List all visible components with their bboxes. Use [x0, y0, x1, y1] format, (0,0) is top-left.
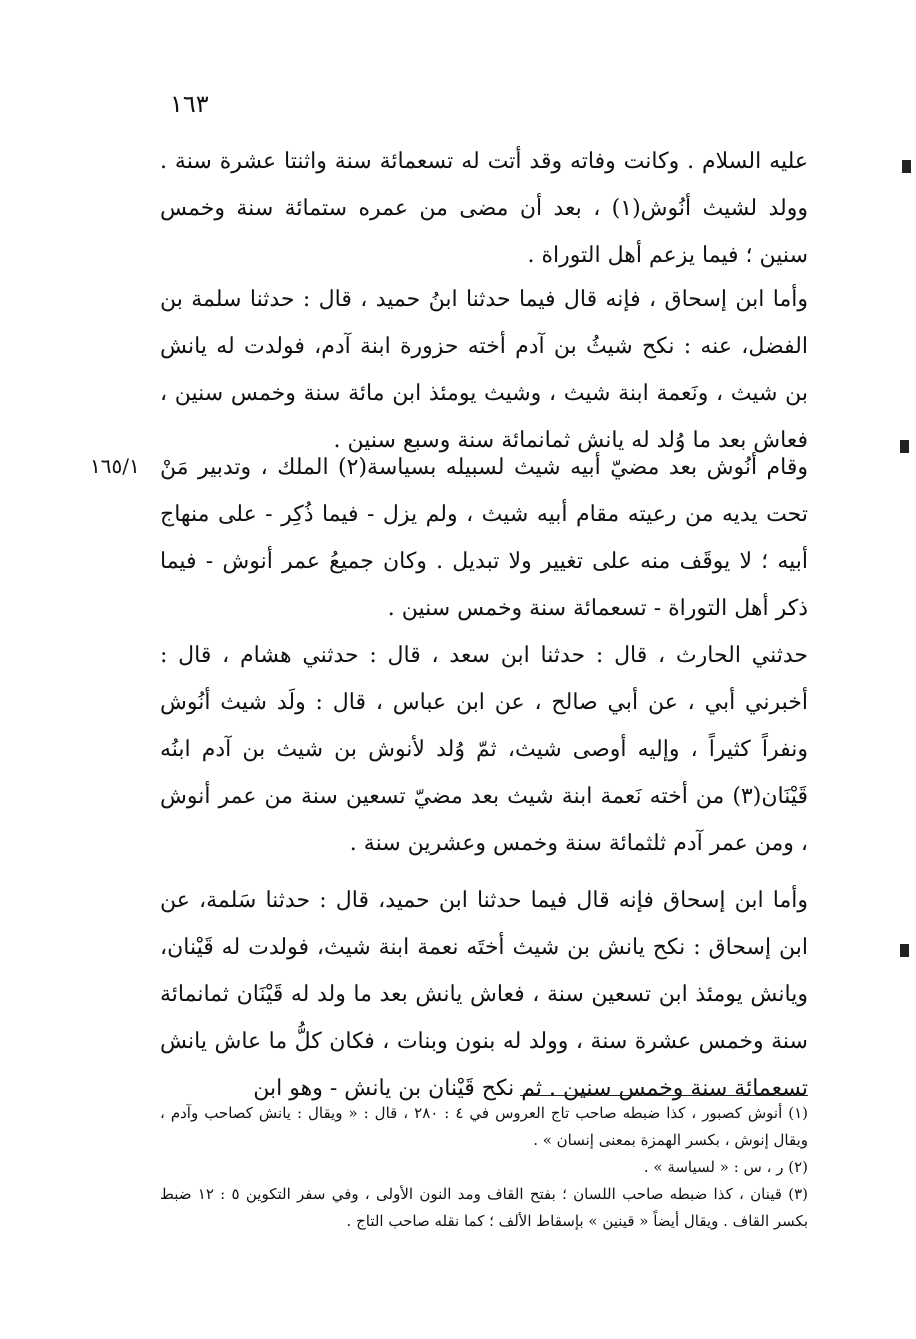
edge-marker — [900, 944, 909, 957]
paragraph-5 — [160, 877, 808, 1112]
paragraph-text: عليه السلام . وكانت وفاته وقد أتت له تسعمائة سنة واثنتا عشرة سنة . وولد لشيث أنُوش(١) ، بعد أن مضى من عمره ستمائة سنة وخمس سنين ؛ فيما يزعم أهل التوراة . — [160, 149, 808, 268]
paragraph-text: وأما ابن إسحاق فإنه قال فيما حدثنا ابن حميد، قال : حدثنا سَلمة، عن ابن إسحاق : نكح يانش بن شيث أختَه نعمة ابنة شيث، فولدت له قَيْنان، ويانش يومئذ ابن تسعين سنة ، فعاش يانش بعد ما ولد له قَيْنَان ثمانمائة سنة وخمس عشرة سنة ، وولد له بنون وبنات ، فكان كلُّ ما عاش يانش تسعمائة سنة وخمس سنين . ثم نكح قَيْنان بن يانش - وهو ابن — [160, 888, 808, 1101]
footnote-2: (٢) ر ، س : « لسياسة » . — [643, 1158, 808, 1176]
edge-marker — [902, 160, 911, 173]
paragraph-3 — [160, 444, 808, 632]
edge-marker — [900, 440, 909, 453]
paragraph-1 — [160, 138, 808, 279]
paragraph-2 — [160, 276, 808, 464]
paragraph-text: وقام أنُوش بعد مضيّ أبيه شيث لسبيله بسياسة(٢) الملك ، وتدبير مَنْ تحت يديه من رعيته مقام أبيه شيث ، ولم يزل - فيما ذُكِر - على منهاج أبيه ؛ لا يوقَف منه على تغيير ولا تبديل . وكان جميعُ عمر أنوش - فيما ذكر أهل التوراة - تسعمائة سنة وخمس سنين . — [160, 455, 808, 621]
paragraph-text: حدثني الحارث ، قال : حدثنا ابن سعد ، قال : حدثني هشام ، قال : أخبرني أبي ، عن أبي صالح ، عن ابن عباس ، قال : ولَد شيث أنُوش ونفراً كثيراً ، وإليه أوصى شيث، ثمّ وُلد لأنوش بن شيث بن آدم ابنُه قَيْنَان(٣) من أخته نَعمة ابنة شيث بعد مضيّ تسعين سنة من عمر أنوش ، ومن عمر آدم ثلثمائة سنة وخمس وعشرين سنة . — [160, 643, 808, 856]
page-number: ١٦٣ — [170, 90, 209, 118]
footnote-divider — [520, 1095, 808, 1096]
paragraph-text: وأما ابن إسحاق ، فإنه قال فيما حدثنا ابنُ حميد ، قال : حدثنا سلمة بن الفضل، عنه : نكح شيثُ بن آدم أخته حزورة ابنة آدم، فولدت له يانش بن شيث ، ونَعمة ابنة شيث ، وشيث يومئذ ابن مائة سنة وخمس سنين ، فعاش بعد ما وُلد له يانش ثمانمائة سنة وسبع سنين . — [160, 287, 809, 453]
margin-reference: ١٦٥/١ — [90, 454, 140, 478]
footnote-1: (١) أنوش كصبور ، كذا ضبطه صاحب تاج العروس في ٤ : ٢٨٠ ، قال : « ويقال : يانش كصاحب وآدم ، ويقال إنوش ، بكسر الهمزة بمعنى إنسان » . — [160, 1104, 809, 1149]
footnote-3: (٣) قينان ، كذا ضبطه صاحب اللسان ؛ بفتح القاف ومد النون الأولى ، وفي سفر التكوين ٥ : ١٢ ضبط بكسر القاف . ويقال أيضاً « قينين » بإسقاط الألف ؛ كما نقله صاحب التاج . — [160, 1185, 808, 1230]
paragraph-4 — [160, 632, 808, 867]
footnotes — [160, 1100, 808, 1235]
